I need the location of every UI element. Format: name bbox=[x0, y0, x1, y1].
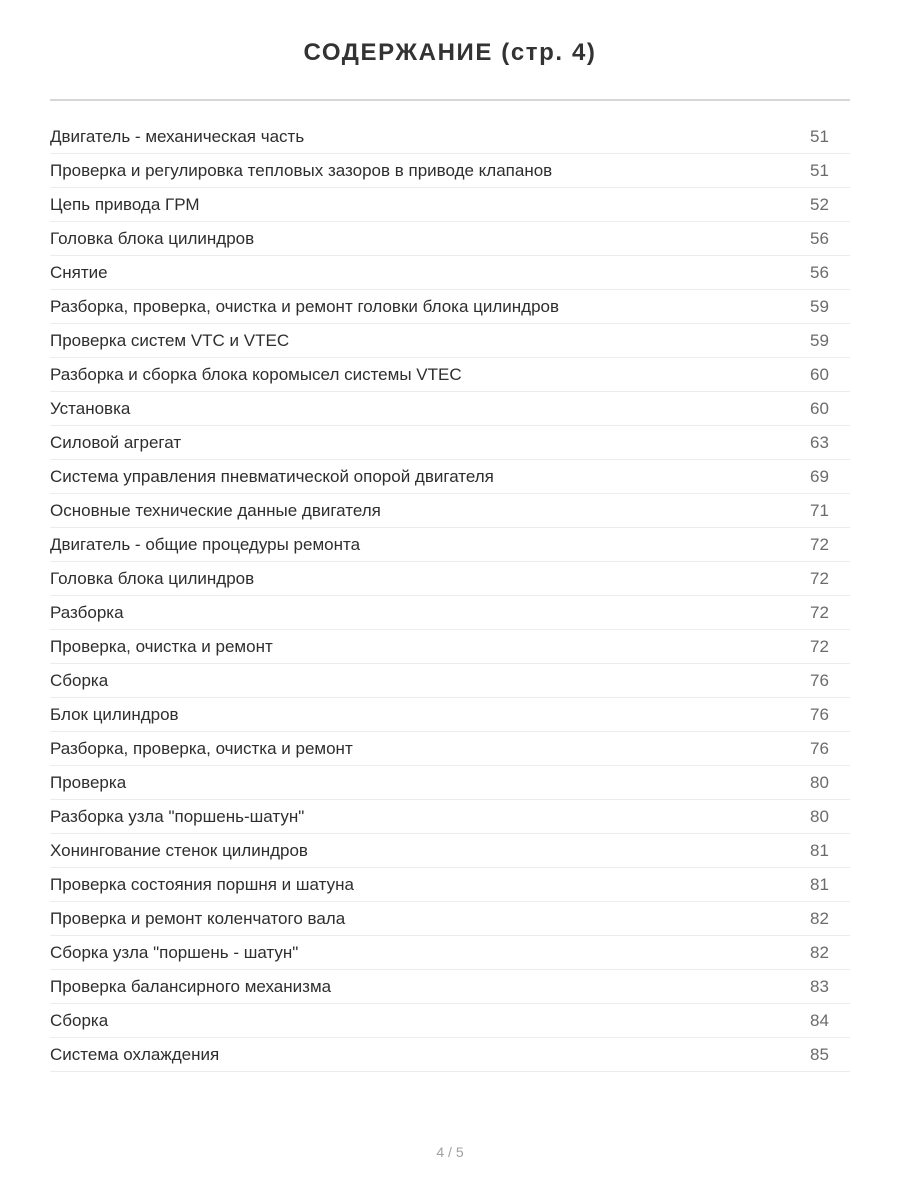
toc-entry-page-number: 60 bbox=[810, 399, 829, 418]
toc-entry-title: Сборка bbox=[50, 1011, 109, 1030]
toc-entry[interactable] bbox=[50, 358, 850, 392]
toc-entry-page-number: 72 bbox=[810, 637, 829, 656]
toc-entry-title: Головка блока цилиндров bbox=[50, 229, 255, 248]
toc-entry-title: Разборка и сборка блока коромысел системы VTEC bbox=[50, 365, 462, 384]
toc-entry[interactable] bbox=[50, 596, 850, 630]
toc-entry-page-number: 72 bbox=[810, 535, 829, 554]
toc-entry-page-number: 82 bbox=[810, 909, 829, 928]
toc-entry-title: Блок цилиндров bbox=[50, 705, 179, 724]
toc-entry-title: Силовой агрегат bbox=[50, 433, 182, 452]
toc-entry[interactable] bbox=[50, 562, 850, 596]
toc-entry-title: Двигатель - механическая часть bbox=[50, 127, 305, 146]
toc-entry-title: Двигатель - общие процедуры ремонта bbox=[50, 535, 361, 554]
toc-entry-page-number: 82 bbox=[810, 943, 829, 962]
toc-entry[interactable] bbox=[50, 494, 850, 528]
toc-entry-title: Проверка bbox=[50, 773, 127, 792]
toc-entry[interactable] bbox=[50, 664, 850, 698]
toc-entry[interactable] bbox=[50, 324, 850, 358]
toc-entry-page-number: 56 bbox=[810, 263, 829, 282]
toc-entry-page-number: 80 bbox=[810, 773, 829, 792]
toc-entry-title: Сборка bbox=[50, 671, 109, 690]
toc-entry-title: Установка bbox=[50, 399, 131, 418]
toc-entry[interactable] bbox=[50, 290, 850, 324]
toc-entry-page-number: 81 bbox=[810, 841, 829, 860]
title-divider bbox=[50, 99, 850, 101]
toc-entry-page-number: 56 bbox=[810, 229, 829, 248]
toc-entry-page-number: 59 bbox=[810, 297, 829, 316]
toc-entry-title: Разборка узла "поршень-шатун" bbox=[50, 807, 305, 826]
toc-entry-page-number: 51 bbox=[810, 161, 829, 180]
toc-entry-title: Разборка, проверка, очистка и ремонт bbox=[50, 739, 353, 758]
toc-entry[interactable] bbox=[50, 630, 850, 664]
toc-entry[interactable] bbox=[50, 1004, 850, 1038]
toc-entry[interactable] bbox=[50, 800, 850, 834]
toc-entry[interactable] bbox=[50, 460, 850, 494]
toc-entry-page-number: 76 bbox=[810, 705, 829, 724]
toc-entry-page-number: 72 bbox=[810, 603, 829, 622]
toc-entry-page-number: 81 bbox=[810, 875, 829, 894]
toc-entry-title: Проверка и регулировка тепловых зазоров в приводе клапанов bbox=[50, 161, 553, 180]
toc-entry-page-number: 72 bbox=[810, 569, 829, 588]
toc-entry-title: Проверка систем VTC и VTEC bbox=[50, 331, 290, 350]
toc-entry-page-number: 85 bbox=[810, 1045, 829, 1064]
toc-entry-title: Основные технические данные двигателя bbox=[50, 501, 381, 520]
toc-entry[interactable] bbox=[50, 392, 850, 426]
toc-entry-title: Разборка bbox=[50, 603, 124, 622]
toc-entry[interactable] bbox=[50, 222, 850, 256]
toc-entry-title: Хонингование стенок цилиндров bbox=[50, 841, 308, 860]
toc-entry-title: Головка блока цилиндров bbox=[50, 569, 255, 588]
toc-entry-title: Цепь привода ГРМ bbox=[50, 195, 200, 214]
toc-entry[interactable] bbox=[50, 154, 850, 188]
toc-entry-title: Проверка, очистка и ремонт bbox=[50, 637, 273, 656]
toc-entry-page-number: 76 bbox=[810, 671, 829, 690]
page-indicator: 4 / 5 bbox=[436, 1144, 464, 1160]
toc-entry[interactable] bbox=[50, 120, 850, 154]
toc-entry[interactable] bbox=[50, 256, 850, 290]
toc-entry-page-number: 52 bbox=[810, 195, 829, 214]
toc-entry[interactable] bbox=[50, 188, 850, 222]
toc-entry[interactable] bbox=[50, 868, 850, 902]
toc-entry-page-number: 59 bbox=[810, 331, 829, 350]
toc-entry[interactable] bbox=[50, 902, 850, 936]
toc-entry-page-number: 84 bbox=[810, 1011, 829, 1030]
toc-entry[interactable] bbox=[50, 766, 850, 800]
toc-entry[interactable] bbox=[50, 834, 850, 868]
toc-entry-page-number: 83 bbox=[810, 977, 829, 996]
toc-entry[interactable] bbox=[50, 426, 850, 460]
toc-entry-page-number: 80 bbox=[810, 807, 829, 826]
toc-entry[interactable] bbox=[50, 698, 850, 732]
toc-entry-page-number: 69 bbox=[810, 467, 829, 486]
toc-entry-title: Проверка балансирного механизма bbox=[50, 977, 332, 996]
toc-entry-page-number: 60 bbox=[810, 365, 829, 384]
toc-entry-page-number: 71 bbox=[810, 501, 829, 520]
toc-entry-title: Снятие bbox=[50, 263, 108, 282]
toc-entry-title: Сборка узла "поршень - шатун" bbox=[50, 943, 299, 962]
toc-entry-title: Система охлаждения bbox=[50, 1045, 220, 1064]
toc-entry-title: Система управления пневматической опорой двигателя bbox=[50, 467, 494, 486]
toc-entry-page-number: 63 bbox=[810, 433, 829, 452]
toc-entry-title: Проверка состояния поршня и шатуна bbox=[50, 875, 354, 894]
toc-entry-title: Разборка, проверка, очистка и ремонт головки блока цилиндров bbox=[50, 297, 560, 316]
table-of-contents bbox=[50, 120, 850, 1072]
toc-entry-title: Проверка и ремонт коленчатого вала bbox=[50, 909, 346, 928]
toc-entry[interactable] bbox=[50, 528, 850, 562]
page-title: СОДЕРЖАНИЕ (стр. 4) bbox=[303, 39, 597, 66]
toc-entry-page-number: 51 bbox=[810, 127, 829, 146]
toc-entry-page-number: 76 bbox=[810, 739, 829, 758]
toc-entry[interactable] bbox=[50, 1038, 850, 1072]
toc-entry[interactable] bbox=[50, 732, 850, 766]
toc-entry[interactable] bbox=[50, 970, 850, 1004]
toc-entry[interactable] bbox=[50, 936, 850, 970]
